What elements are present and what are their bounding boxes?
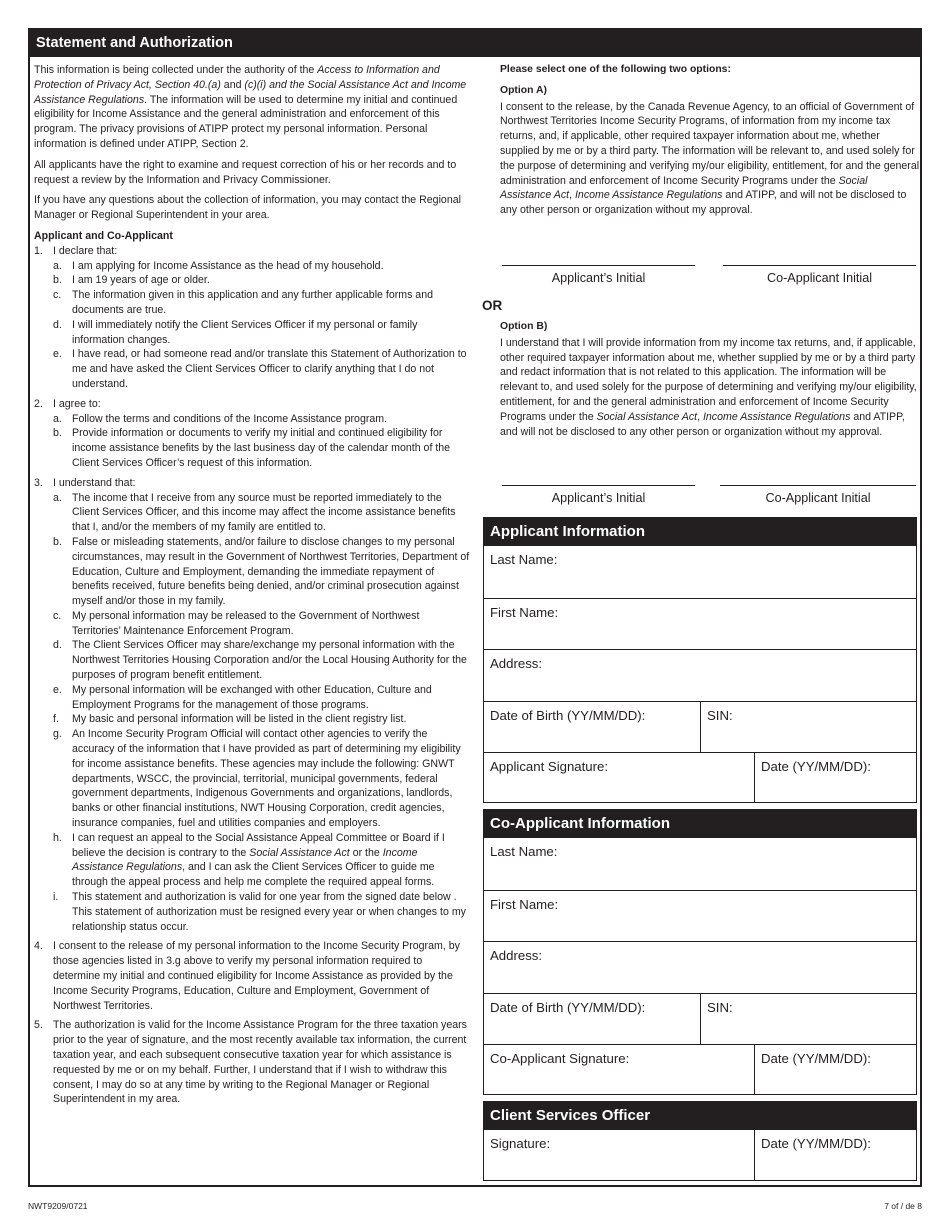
- list-item: c. My personal information may be released to the Government of Northwest Territories’ Maintenance Enforcement Program.: [53, 609, 420, 637]
- options-column: [500, 63, 920, 218]
- co-dob-field[interactable]: Date of Birth (YY/MM/DD):: [490, 999, 646, 1015]
- applicant-initial-a-label: Applicant’s Initial: [551, 271, 646, 285]
- options-prompt: Please select one of the following two options:: [500, 64, 731, 75]
- applicant-initial-b-label: Applicant’s Initial: [551, 491, 646, 505]
- cso-signature-field[interactable]: Signature:: [490, 1136, 551, 1151]
- section-title: Applicant Information: [484, 518, 916, 546]
- coapplicant-signature-field[interactable]: Co-Applicant Signature:: [490, 1051, 630, 1066]
- section-title: Client Services Officer: [484, 1102, 916, 1130]
- co-sin-field[interactable]: SIN:: [707, 999, 733, 1015]
- client-services-officer-section: [483, 1101, 917, 1181]
- list-item: b. False or misleading statements, and/or failure to disclose changes to my personal circumstances, may result in the Government of Northwest Territories, Department of Education, Culture and Employment, demanding the immediate repayment of benefits received, future benefits being denied, and/or criminal prosecution against myself and/or those in my family.: [53, 535, 470, 608]
- option-a-text: I consent to the release, by the Canada Revenue Agency, to an official of Government of Northwest Territories Income Security Programs, of information from my income tax returns, and, if applicable, other required taxpayer information about me, whether supplied by me or by a third party. The information will be relevant to, and used solely for the purpose of determining and verifying my/our eligibility, entitlement, for and the general administration and enforcement of Income Security Programs under the Social Assistance Act, Income Assistance Regulations and ATIPP, and will not be disclosed to any other person or organization without my approval.: [500, 100, 920, 217]
- applicant-signature-field[interactable]: Applicant Signature:: [490, 759, 609, 774]
- co-first-name-field[interactable]: First Name:: [484, 890, 916, 942]
- list-item: b. Provide information or documents to verify my initial and continued eligibility for income assistance benefits by the last business day of the calendar month of the Client Services Officer’s request of this information.: [53, 427, 451, 469]
- first-name-field[interactable]: First Name:: [484, 598, 916, 650]
- list-item: h. I can request an appeal to the Social Assistance Appeal Committee or Board if I believe the decision is contrary to the Social Assistance Act or the Income Assistance Regulations, and I can ask the Client Services Officer to guide me through the appeal process and help me complete the required appeal forms.: [53, 831, 445, 889]
- coapplicant-initial-a-field[interactable]: [723, 265, 916, 266]
- sin-field[interactable]: SIN:: [707, 707, 733, 723]
- coapplicant-date-field[interactable]: Date (YY/MM/DD):: [761, 1051, 871, 1066]
- applicant-information-section: [483, 517, 917, 803]
- co-signature-row: [484, 1044, 916, 1094]
- statement-list: [34, 244, 470, 1107]
- form-code: NWT9209/0721: [28, 1201, 88, 1211]
- list-item: d. The Client Services Officer may share/exchange my personal information with the Northwest Territories Housing Corporation and/or the Local Housing Authority for the purposes of program benefit entitlement.: [53, 639, 467, 682]
- page-number: 7 of / de 8: [884, 1201, 922, 1211]
- list-item: d. I will immediately notify the Client Services Officer if my personal or family information changes.: [53, 318, 418, 346]
- intro-paragraph-2: All applicants have the right to examine and request correction of his or her records and to request a review by the Information and Privacy Commissioner.: [34, 158, 457, 186]
- dob-sin-row: [484, 701, 916, 753]
- list-item: f. My basic and personal information will be listed in the client registry list.: [53, 713, 407, 726]
- option-b-title: Option B): [500, 321, 548, 332]
- applicant-initial-a-field[interactable]: [502, 265, 695, 266]
- applicant-section-heading: Applicant and Co-Applicant: [34, 229, 173, 242]
- page-title: Statement and Authorization: [30, 30, 920, 57]
- list-item: a. Follow the terms and conditions of the Income Assistance program.: [53, 412, 388, 425]
- list-item: g. An Income Security Program Official will contact other agencies to verify the accuracy of the information that I have provided as part of determining my eligibility for income assistance benefits. These agencies may include the following: GNWT departments, WSCC, the provincial, territorial, municipal governments, federal government departments, Indigenous Governments and organizations, landlords, banks or other financial institutions, NWT Housing Corporation, credit agencies, insurance companies, fuel and utilities companies and employers.: [53, 728, 461, 830]
- section-title: Co-Applicant Information: [484, 810, 916, 838]
- list-item: b. I am 19 years of age or older.: [53, 274, 210, 287]
- signature-row: [484, 752, 916, 802]
- list-item: 2. I agree to: a. Follow the terms and conditions of the Income Assistance program. b. Provide information or documents to verify my initial and continued eligibility for income assistance benefits by the last business day of the calendar month of the Client Services Officer’s request of this information.: [34, 397, 470, 471]
- coapplicant-initial-b-label: Co-Applicant Initial: [765, 491, 871, 505]
- list-item: a. I am applying for Income Assistance as the head of my household.: [53, 259, 384, 272]
- cso-date-field[interactable]: Date (YY/MM/DD):: [761, 1136, 871, 1151]
- applicant-initial-b-field[interactable]: [502, 485, 695, 486]
- address-field[interactable]: Address:: [484, 649, 916, 701]
- cso-signature-row: [484, 1130, 916, 1180]
- coapplicant-initial-a-label: Co-Applicant Initial: [767, 271, 872, 285]
- list-item: e. My personal information will be exchanged with other Education, Culture and Employment Programs for the management of those programs.: [53, 683, 432, 711]
- list-item: 3. I understand that: a. The income that I receive from any source must be reported immediately to the Client Services Officer, and this income may affect the income assistance benefits that I, and/or the members of my family are entitled to. b. False or misleading statements, and/or failure to disclose changes to my personal circumstances, may result in the Government of Northwest Territories, Department of Education, Culture and Employment, demanding the immediate repayment of benefits received, future benefits being denied, and/or criminal prosecution against myself and/or those in my family. c. My personal information may be released to the Government of Northwest Territories’ Maintenance Enforcement Program. d. The Client Services Officer may share/exchange my personal information with the Northwest Territories Housing Corporation and/or the Local Housing Authority for the purposes of program benefit entitlement. e. My personal information will be exchanged with other Education, Culture and Employment Programs for the management of those programs. f. My basic and personal information will be listed in the client registry list. g. An Income Security Program Official will contact other agencies to verify the accuracy of the information that I have provided as part of determining my eligibility for income assistance benefits. These agencies may include the following: GNWT departments, WSCC, the provincial, territorial, municipal governments, federal government departments, Indigenous Governments and organizations, landlords, banks or other financial institutions, NWT Housing Corporation, credit agencies, insurance companies, fuel and utilities companies and employers. h. I can request an appeal to the Social Assistance Appeal Committee or Board if I believe the decision is contrary to the Social Assistance Act or the Income Assistance Regulations, and I can ask the Client Services Officer to guide me through the appeal process and help me complete the required appeal forms. i. This statement and authorization is valid for one year from the signed date below . This statement of authorization must be resigned every year or when changes to my relationship status occur.: [34, 476, 470, 933]
- list-item: e. I have read, or had someone read and/or translate this Statement of Authorization to me and have asked the Client Services Officer to clarify anything that I do not understand.: [53, 348, 467, 390]
- or-divider: OR: [482, 298, 503, 313]
- applicant-date-field[interactable]: Date (YY/MM/DD):: [761, 759, 871, 774]
- coapplicant-information-section: [483, 809, 917, 1095]
- list-item: 5. The authorization is valid for the Income Assistance Program for the three taxation years prior to the year of signature, and the most recently available tax information, the current taxation year, and each subsequent consecutive taxation year for which assistance is requested by me or on my behalf. Further, I understand that if I wish to withdraw this consent, I may do so at any time by writing to the Regional Manager or Regional Superintendent in my area.: [34, 1019, 467, 1106]
- intro-paragraph-1: This information is being collected under the authority of the Access to Information and Protection of Privacy Act, Section 40.(a) and (c)(i) and the Social Assistance Act and Income Assistance Regulations. The information will be used to determine my initial and continued eligibility for Income Assistance and the general administration and enforcement of this program. The privacy provisions of ATIPP protect my personal information. Personal information is defined under ATIPP, Section 2.: [34, 64, 467, 150]
- form-frame: [28, 28, 922, 1187]
- dob-field[interactable]: Date of Birth (YY/MM/DD):: [490, 707, 646, 723]
- coapplicant-initial-b-field[interactable]: [720, 485, 916, 486]
- list-item: c. The information given in this application and any further applicable forms and documents are true.: [53, 289, 433, 316]
- option-b-text: I understand that I will provide information from my income tax returns, and, if applicable, other required taxpayer information about me, whether supplied by me or by a third party and redact information that is not related to this application. The information will be relevant to, and used solely for the purpose of determining and verifying my/our eligibility, entitlement, for and the general administration and enforcement of Income Security Programs under the Social Assistance Act, Income Assistance Regulations and ATIPP, and will not be disclosed to any other person or organization without my approval.: [500, 336, 917, 438]
- intro-paragraph-3: If you have any questions about the collection of information, you may contact the Regional Manager or Regional Superintendent in your area.: [34, 194, 461, 222]
- option-b-block: [500, 320, 920, 439]
- co-address-field[interactable]: Address:: [484, 941, 916, 993]
- co-dob-sin-row: [484, 993, 916, 1045]
- option-a-title: Option A): [500, 84, 547, 96]
- last-name-field[interactable]: Last Name:: [490, 552, 558, 567]
- list-item: i. This statement and authorization is valid for one year from the signed date below . This statement of authorization must be resigned every year or when changes to my relationship status occur.: [53, 891, 466, 933]
- list-item: 1. I declare that: a. I am applying for Income Assistance as the head of my household. b. I am 19 years of age or older. c. The information given in this application and any further applicable forms and documents are true. d. I will immediately notify the Client Services Officer if my personal or family information changes. e. I have read, or had someone read and/or translate this Statement of Authorization to me and have asked the Client Services Officer to clarify anything that I do not understand.: [34, 244, 470, 392]
- co-last-name-field[interactable]: Last Name:: [490, 844, 558, 859]
- statement-column: [34, 63, 470, 1112]
- list-item: a. The income that I receive from any source must be reported immediately to the Client Services Officer, and this income may affect the income assistance benefits that I, and/or the members of my family are entitled to.: [53, 491, 456, 534]
- list-item: 4. I consent to the release of my personal information to the Income Security Program, by those agencies listed in 3.g above to verify my personal information required to determine my initial and continued eligibility for Income Assistance as provided by the Income Security Programs, Education, Culture and Employment, Government of Northwest Territories.: [34, 940, 460, 1012]
